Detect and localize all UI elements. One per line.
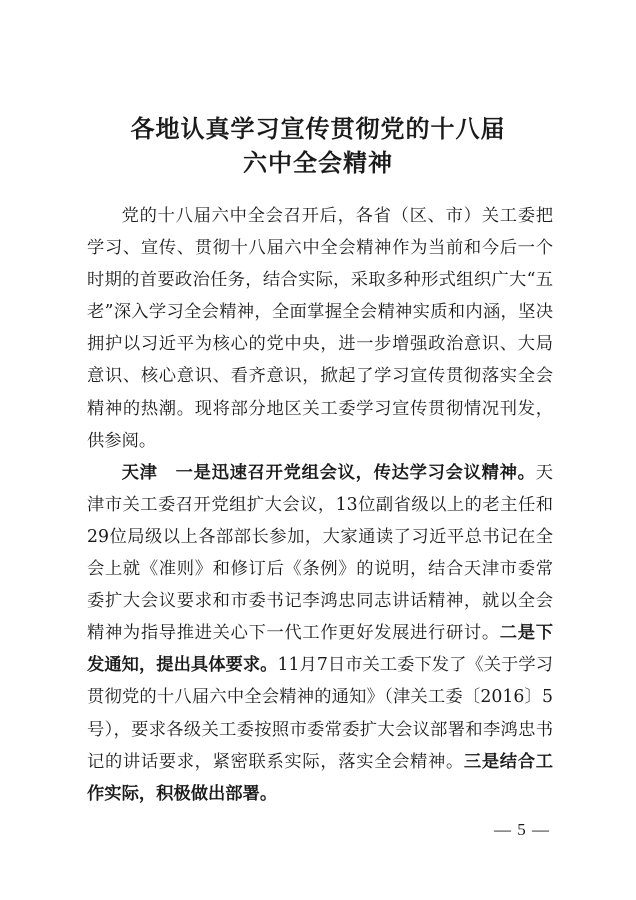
document-title-line-1: 各地认真学习宣传贯彻党的十八届 [130, 114, 506, 143]
tianjin-point1-text: 天津市关工委召开党组扩大会议，13位副省级以上的老主任和29位局级以上各部部长参加，大家通读了习近平总书记在全会上就《准则》和修订后《条例》的说明，结合天津市委常委扩大会议要求和市委书记李鸿忠同志讲话精神，就以全会精神为指导推进关心下一代工作更好发展进行研讨。 [87, 462, 553, 644]
document-body [87, 200, 553, 810]
tianjin-point2-heading: 二是下发通知，提出具体要求。 [87, 623, 553, 676]
tianjin-point1-heading: 一是迅速召开党组会议，传达学习会议精神。 [175, 462, 536, 483]
tianjin-point2-text: 11月7日市关工委下发了《关于学习贯彻党的十八届六中全会精神的通知》（津关工委〔2016〕5号），要求各级关工委按照市委常委扩大会议部署和李鸿忠书记的讲话要求，紧密联系实际，落实全会精神。 [87, 655, 553, 772]
page-number: — 5 — [494, 820, 550, 839]
intro-paragraph: 党的十八届六中全会召开后，各省（区、市）关工委把学习、宣传、贯彻十八届六中全会精神作为当前和今后一个时期的首要政治任务，结合实际，采取多种形式组织广大“五老”深入学习全会精神，全面掌握全会精神实质和内涵，坚决拥护以习近平为核心的党中央，进一步增强政治意识、大局意识、核心意识、看齐意识，掀起了学习宣传贯彻落实全会精神的热潮。现将部分地区关工委学习宣传贯彻情况刊发，供参阅。 [87, 206, 553, 451]
tianjin-point3-heading: 三是结合工作实际，积极做出部署。 [87, 751, 553, 804]
region-label-tianjin: 天津 [121, 462, 158, 483]
document-title-line-2: 六中全会精神 [243, 148, 393, 177]
tianjin-paragraph [87, 457, 553, 810]
